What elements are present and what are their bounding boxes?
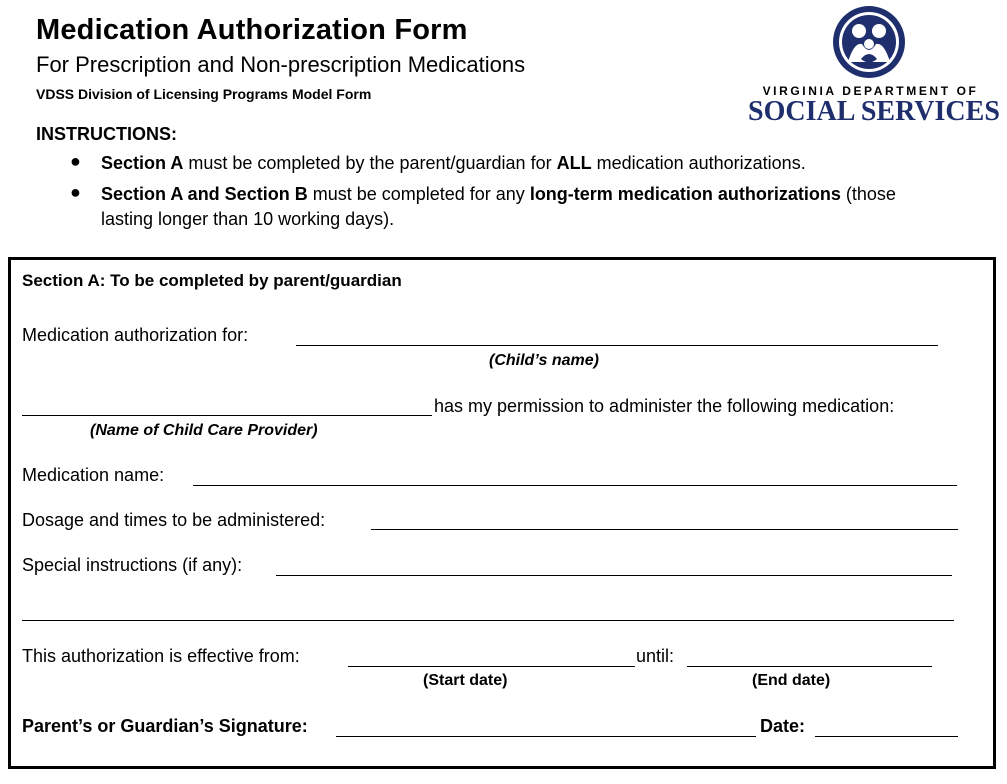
bullet2-text-1: must be completed for any xyxy=(307,184,530,204)
logo-text-bottom: SOCIAL SERVICES xyxy=(748,96,1000,127)
form-subtitle: For Prescription and Non-prescription Medications xyxy=(36,52,526,77)
permission-text: has my permission to administer the following medication: xyxy=(434,396,895,416)
bullet-icon: ● xyxy=(70,151,81,171)
special-instructions-label: Special instructions (if any): xyxy=(22,555,243,575)
start-date-caption: (Start date) xyxy=(423,672,508,689)
instructions-heading: INSTRUCTIONS: xyxy=(36,124,177,144)
medication-name-label: Medication name: xyxy=(22,465,165,485)
end-date-caption: (End date) xyxy=(752,672,831,689)
signature-field[interactable] xyxy=(336,736,756,737)
signature-date-field[interactable] xyxy=(815,736,958,737)
bullet-icon: ● xyxy=(70,182,81,202)
instruction-bullet-2 xyxy=(101,184,896,205)
bullet2-bold-1: Section A and Section B xyxy=(101,184,308,204)
until-label: until: xyxy=(636,646,675,666)
start-date-field[interactable] xyxy=(348,666,635,667)
bullet1-text-2: medication authorizations. xyxy=(591,153,806,173)
division-label: VDSS Division of Licensing Programs Model Form xyxy=(36,86,372,102)
special-instructions-field[interactable] xyxy=(276,575,952,576)
instruction-bullet-1 xyxy=(101,153,806,174)
logo-text-top: VIRGINIA DEPARTMENT OF xyxy=(762,84,979,98)
instruction-bullet-2-continued: lasting longer than 10 working days). xyxy=(101,209,395,229)
bullet2-bold-2: long-term medication authorizations xyxy=(529,184,841,204)
provider-caption: (Name of Child Care Provider) xyxy=(90,422,318,439)
bullet1-bold-1: Section A xyxy=(101,153,184,173)
child-name-field[interactable] xyxy=(296,345,938,346)
bullet1-bold-2: ALL xyxy=(556,153,592,173)
special-instructions-field-line-2[interactable] xyxy=(22,620,954,621)
signature-label: Parent’s or Guardian’s Signature: xyxy=(22,716,308,736)
dosage-field[interactable] xyxy=(371,529,958,530)
auth-for-label: Medication authorization for: xyxy=(22,325,249,345)
section-a-heading: Section A: To be completed by parent/guardian xyxy=(22,271,402,290)
vdss-logo xyxy=(748,4,1000,127)
effective-from-label: This authorization is effective from: xyxy=(22,646,300,666)
form-title: Medication Authorization Form xyxy=(36,14,468,46)
end-date-field[interactable] xyxy=(687,666,932,667)
dosage-label: Dosage and times to be administered: xyxy=(22,510,326,530)
family-circle-icon xyxy=(828,4,910,80)
date-label: Date: xyxy=(760,716,806,736)
medication-name-field[interactable] xyxy=(193,485,957,486)
provider-name-field[interactable] xyxy=(22,415,432,416)
child-name-caption: (Child’s name) xyxy=(489,352,599,369)
bullet2-text-2: (those xyxy=(840,184,896,204)
bullet1-text-1: must be completed by the parent/guardian for xyxy=(183,153,557,173)
